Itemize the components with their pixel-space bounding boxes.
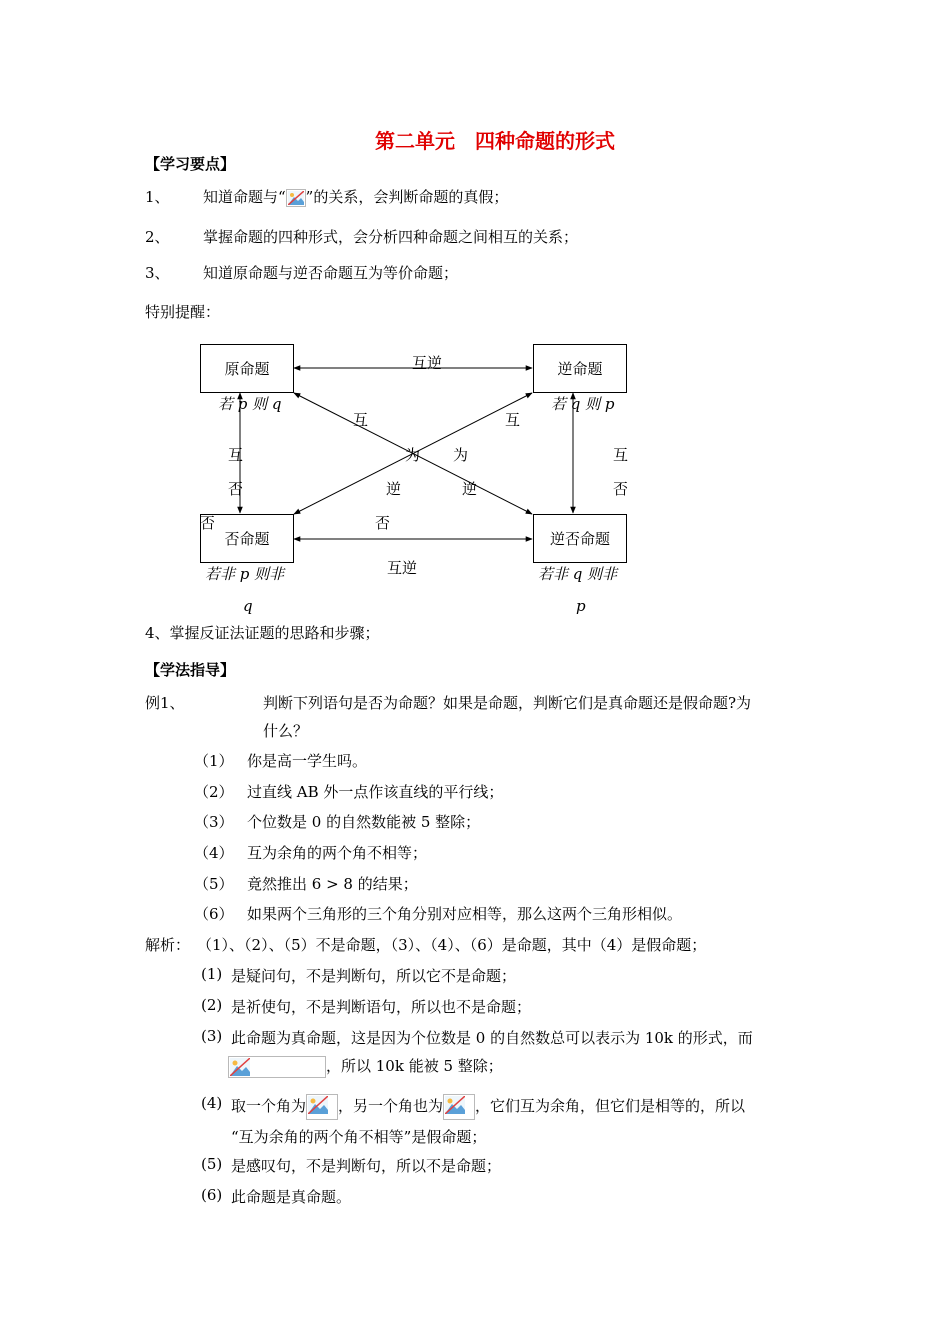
page-title: 第二单元 四种命题的形式 [375,129,615,153]
example-item-2-text: 过直线 AB 外一点作该直线的平行线； [247,783,504,801]
analysis-3-continuation-text: ，所以 10k 能被 5 整除； [326,1057,503,1075]
example-item-1-text: 你是高一学生吗。 [247,752,368,770]
label-cross-converse-a: 逆 [386,480,402,498]
analysis-5-text: 是感叹句，不是判断句，所以不是命题； [231,1157,502,1175]
analysis-1-number: (1) [201,965,223,983]
label-left-mutual: 互 [228,446,244,464]
label-right-negation: 否 [613,480,629,498]
label-bottom-mutual-converse: 互逆 [387,559,418,577]
analysis-6-number: (6) [201,1186,223,1204]
example-item-6-number: （6） [194,905,234,923]
point-2-text: 掌握命题的四种形式，会分析四种命题之间相互的关系； [203,228,579,246]
box-original-proposition: 原命题 [200,344,294,393]
analysis-4-continuation: “互为余角的两个角不相等”是假命题； [231,1128,487,1146]
analysis-4-line [231,1094,745,1120]
analysis-3-continuation [228,1055,503,1078]
proposition-relationship-diagram [0,0,950,640]
example-label: 例1、 [145,694,185,712]
label-cross-as-b: 为 [453,446,469,464]
label-cross-negation: 否 [375,514,391,532]
example-item-6-text: 如果两个三角形的三个角分别对应相等，那么这两个三角形相似。 [247,905,683,923]
point-3-number: 3、 [145,264,170,282]
broken-image-icon [306,1094,338,1120]
label-if-not-p-then-not: 若非 p 则非 [205,565,285,583]
broken-image-icon [228,1056,326,1078]
point-3-text: 知道原命题与逆否命题互为等价命题； [203,264,459,282]
example-item-1-number: （1） [194,752,234,770]
analysis-label: 解析： [145,936,191,954]
box-inverse-proposition: 否命题 [200,514,294,563]
label-left-negation-2: 否 [200,514,216,532]
analysis-2-number: (2) [201,996,223,1014]
analysis-5-number: (5) [201,1155,223,1173]
label-cross-mutual-b: 互 [505,411,521,429]
example-item-3-number: （3） [194,813,234,831]
example-question-line-1: 判断下列语句是否为命题？如果是命题，判断它们是真命题还是假命题?为 [263,694,752,712]
label-cross-as-a: 为 [405,446,421,464]
point-1-text-pre: 知道命题与“ [203,188,286,206]
point-4-text: 4、掌握反证法证题的思路和步骤； [145,624,380,642]
label-if-p-then-q: 若 p 则 q [218,395,282,413]
example-item-4-text: 互为余角的两个角不相等； [247,844,428,862]
example-item-3-text: 个位数是 0 的自然数能被 5 整除； [247,813,481,831]
section-heading-study-points: 【学习要点】 [145,155,236,173]
label-cross-converse-b: 逆 [462,480,478,498]
broken-image-icon [443,1094,475,1120]
box-converse-proposition: 逆命题 [533,344,627,393]
example-item-2-number: （2） [194,783,234,801]
label-if-q-then-p: 若 q 则 p [551,395,615,413]
analysis-1-text: 是疑问句，不是判断句，所以它不是命题； [231,967,517,985]
example-item-5-number: （5） [194,875,234,893]
example-question-line-2: 什么？ [263,722,309,740]
analysis-6-text: 此命题是真命题。 [231,1188,352,1206]
point-1-number: 1、 [145,188,170,206]
analysis-3-number: (3) [201,1027,223,1045]
analysis-4-text-post: ，它们互为余角，但它们是相等的，所以 [475,1097,746,1115]
analysis-2-text: 是祈使句，不是判断语句，所以也不是命题； [231,998,532,1016]
point-1-text-post: ”的关系，会判断命题的真假； [305,188,509,206]
label-left-negation: 否 [228,480,244,498]
analysis-4-text-mid: ，另一个角也为 [338,1097,444,1115]
analysis-4-text-pre: 取一个角为 [231,1097,307,1115]
label-if-not-q-then-not: 若非 q 则非 [538,565,618,583]
section-heading-study-methods: 【学法指导】 [145,661,236,679]
label-top-mutual-converse: 互逆 [412,354,443,372]
example-item-5-text: 竟然推出 6 > 8 的结果； [247,875,418,893]
point-2-number: 2、 [145,228,170,246]
analysis-4-number: (4) [201,1094,223,1112]
label-right-mutual: 互 [613,446,629,464]
label-not-q: q [243,597,253,615]
reminder-label: 特别提醒： [145,303,221,321]
box-contrapositive-proposition: 逆否命题 [533,514,627,563]
example-item-4-number: （4） [194,844,234,862]
analysis-summary: （1）、（2）、（5）不是命题，（3）、（4）、（6）是命题，其中（4）是假命题； [197,936,707,954]
label-not-p: p [576,597,586,615]
label-cross-mutual-a: 互 [353,411,369,429]
analysis-3-text: 此命题为真命题，这是因为个位数是 0 的自然数总可以表示为 10k 的形式，而 [231,1029,753,1047]
